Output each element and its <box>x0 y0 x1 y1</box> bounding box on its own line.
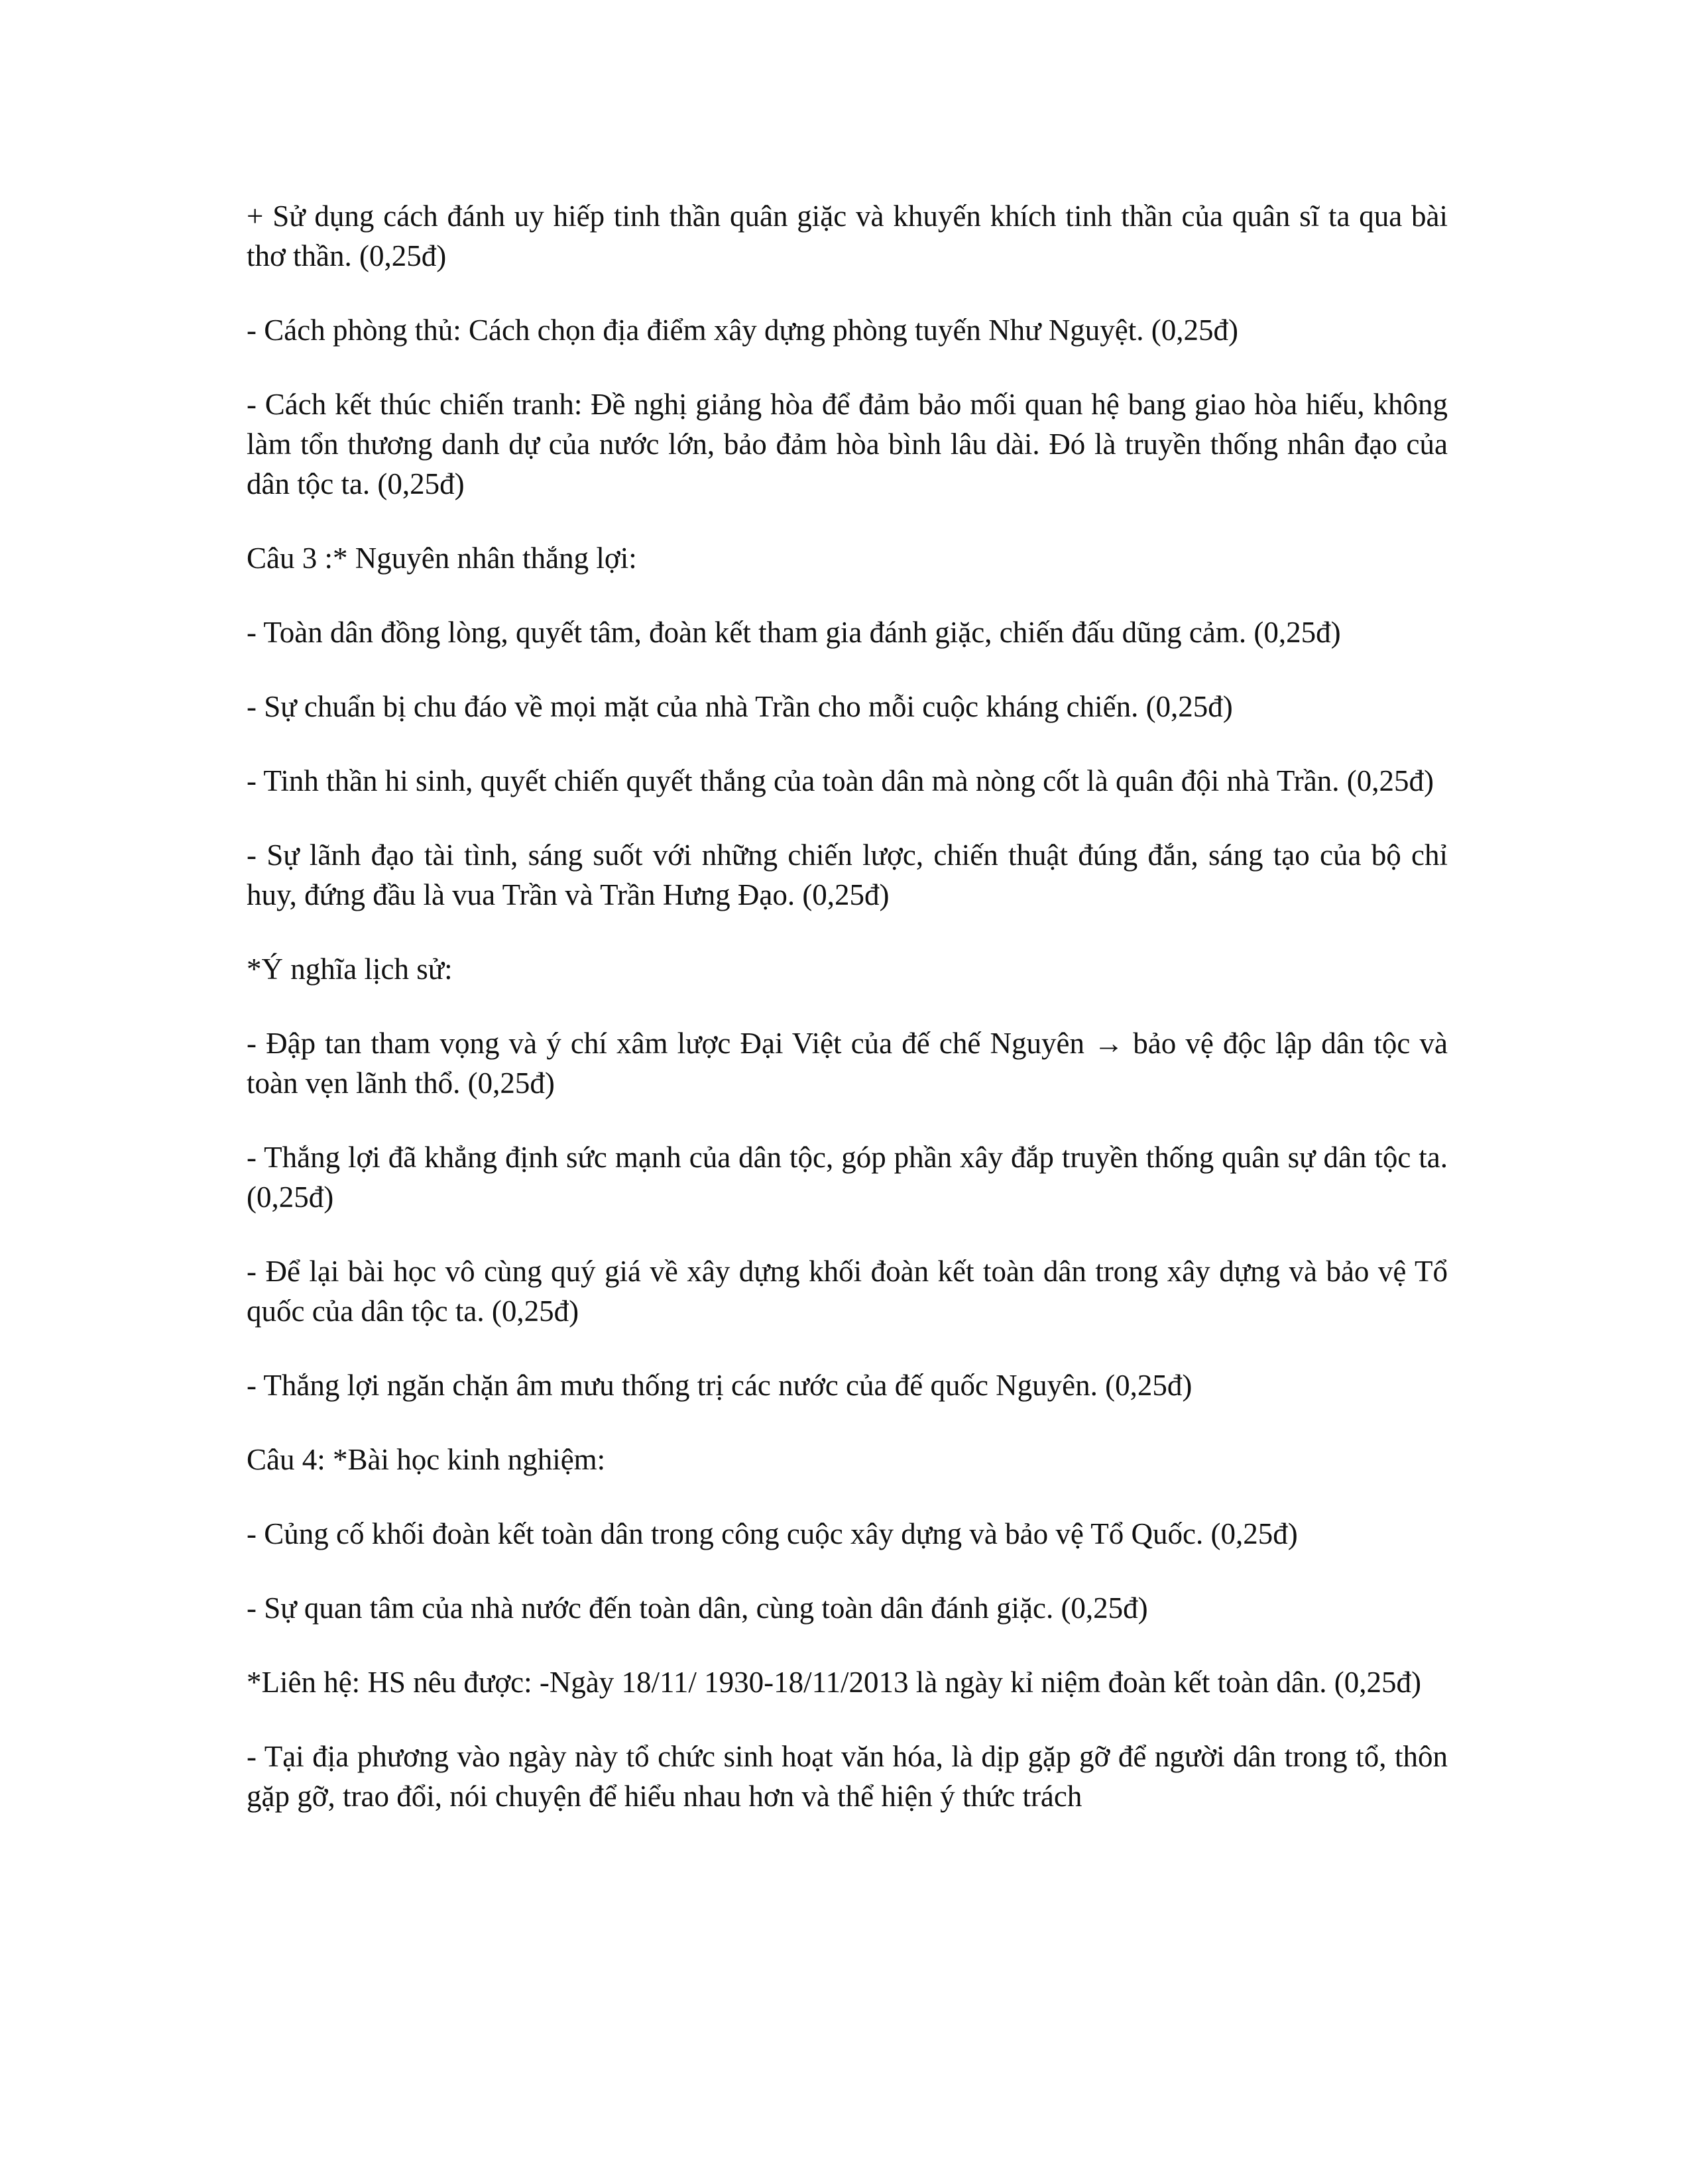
paragraph-cause-3: - Tinh thần hi sinh, quyết chiến quyết thắng của toàn dân mà nòng cốt là quân đội nhà Trần. (0,25đ) <box>247 764 1434 797</box>
paragraph-meaning-3: - Để lại bài học vô cùng quý giá về xây dựng khối đoàn kết toàn dân trong xây dựng và bảo vệ Tổ quốc của dân tộc ta. (0,25đ) <box>247 1255 1448 1328</box>
paragraph-connection: *Liên hệ: HS nêu được: -Ngày 18/11/ 1930-18/11/2013 là ngày kỉ niệm đoàn kết toàn dân. (0,25đ) <box>247 1666 1422 1699</box>
paragraph-cause-2: - Sự chuẩn bị chu đáo về mọi mặt của nhà Trần cho mỗi cuộc kháng chiến. (0,25đ) <box>247 690 1233 723</box>
paragraph-meaning-4: - Thắng lợi ngăn chặn âm mưu thống trị các nước của đế quốc Nguyên. (0,25đ) <box>247 1369 1193 1402</box>
paragraph-cause-4: - Sự lãnh đạo tài tình, sáng suốt với những chiến lược, chiến thuật đúng đắn, sáng tạo của bộ chỉ huy, đứng đầu là vua Trần và Trần Hưng Đạo. (0,25đ) <box>247 838 1448 911</box>
paragraph-cause-1: - Toàn dân đồng lòng, quyết tâm, đoàn kết tham gia đánh giặc, chiến đấu dũng cảm. (0,25đ) <box>247 616 1341 649</box>
heading-historical-meaning: *Ý nghĩa lịch sử: <box>247 952 453 986</box>
paragraph-meaning-1: - Đập tan tham vọng và ý chí xâm lược Đại Việt của đế chế Nguyên → bảo vệ độc lập dân tộc và toàn vẹn lãnh thổ. (0,25đ) <box>247 1027 1448 1100</box>
paragraph-defense: - Cách phòng thủ: Cách chọn địa điểm xây dựng phòng tuyến Như Nguyệt. (0,25đ) <box>247 314 1239 347</box>
heading-cau-4: Câu 4: *Bài học kinh nghiệm: <box>247 1443 606 1476</box>
document-body <box>247 196 1448 1816</box>
paragraph-tactic-poem: + Sử dụng cách đánh uy hiếp tinh thần quân giặc và khuyến khích tinh thần của quân sĩ ta qua bài thơ thần. (0,25đ) <box>247 200 1448 272</box>
paragraph-war-ending: - Cách kết thúc chiến tranh: Đề nghị giảng hòa để đảm bảo mối quan hệ bang giao hòa hiếu, không làm tổn thương danh dự của nước lớn, bảo đảm hòa bình lâu dài. Đó là truyền thống nhân đạo của dân tộc ta. (0,25đ) <box>247 388 1448 500</box>
paragraph-local-activity: - Tại địa phương vào ngày này tổ chức sinh hoạt văn hóa, là dịp gặp gỡ để người dân trong tổ, thôn gặp gỡ, trao đổi, nói chuyện để hiểu nhau hơn và thể hiện ý thức trách <box>247 1740 1448 1813</box>
paragraph-lesson-1: - Củng cố khối đoàn kết toàn dân trong công cuộc xây dựng và bảo vệ Tổ Quốc. (0,25đ) <box>247 1517 1298 1550</box>
heading-cau-3: Câu 3 :* Nguyên nhân thắng lợi: <box>247 542 637 575</box>
paragraph-lesson-2: - Sự quan tâm của nhà nước đến toàn dân, cùng toàn dân đánh giặc. (0,25đ) <box>247 1591 1148 1625</box>
paragraph-meaning-2: - Thắng lợi đã khẳng định sức mạnh của dân tộc, góp phần xây đắp truyền thống quân sự dân tộc ta. (0,25đ) <box>247 1141 1448 1214</box>
